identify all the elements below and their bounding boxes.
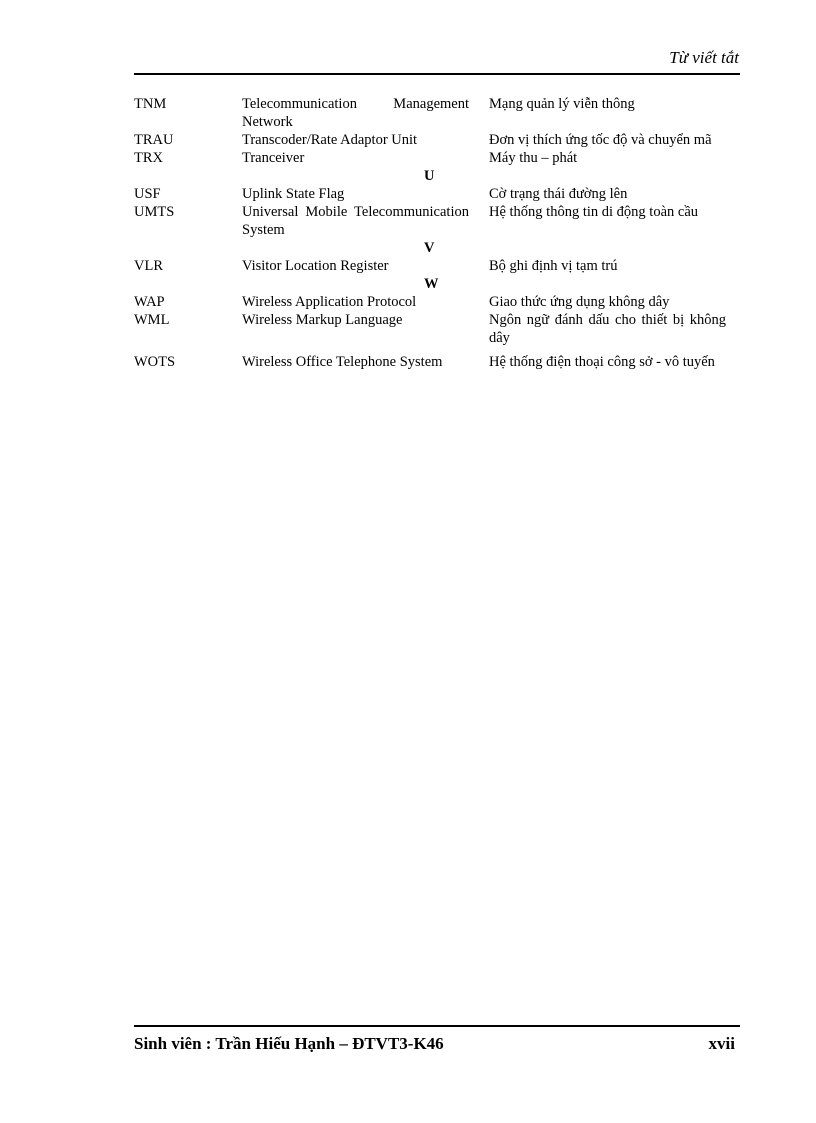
vietnamese-meaning: Ngôn ngữ đánh dấu cho thiết bị không dây: [489, 312, 726, 346]
abbreviation: TNM: [134, 96, 167, 112]
glossary-row-tnm: [134, 95, 740, 131]
vietnamese-meaning: Bộ ghi định vị tạm trú: [489, 258, 618, 274]
full-term: Wireless Markup Language: [242, 312, 403, 328]
abbreviation: TRAU: [134, 132, 174, 148]
section-letter: U: [424, 168, 435, 184]
glossary-row-vlr: [134, 257, 740, 275]
full-term: Wireless Application Protocol: [242, 294, 417, 310]
abbreviation: UMTS: [134, 204, 175, 220]
page-header-title: Từ viết tắt: [669, 48, 739, 67]
section-heading-w: [134, 275, 740, 293]
glossary-row-usf: [134, 185, 740, 203]
abbreviation: WML: [134, 312, 170, 328]
full-term: Universal Mobile Telecommunication System: [242, 204, 469, 238]
vietnamese-meaning: Đơn vị thích ứng tốc độ và chuyển mã: [489, 132, 712, 148]
section-letter: W: [424, 276, 439, 292]
full-term: Visitor Location Register: [242, 258, 389, 274]
glossary-row-wml: [134, 311, 740, 347]
glossary-row-trau: [134, 131, 740, 149]
abbreviation: VLR: [134, 258, 163, 274]
section-heading-v: [134, 239, 740, 257]
full-term: Uplink State Flag: [242, 186, 345, 202]
vietnamese-meaning: Giao thức ứng dụng không dây: [489, 294, 670, 310]
abbreviation-list: [134, 95, 740, 371]
footer-author: Sinh viên : Trần Hiếu Hạnh – ĐTVT3-K46: [134, 1034, 444, 1053]
abbreviation: WOTS: [134, 354, 176, 370]
glossary-row-wap: [134, 293, 740, 311]
vietnamese-meaning: Máy thu – phát: [489, 150, 578, 166]
vietnamese-meaning: Hệ thống điện thoại công sở - vô tuyến: [489, 354, 715, 370]
glossary-row-trx: [134, 149, 740, 167]
header-divider: [134, 73, 740, 75]
full-term: Tranceiver: [242, 150, 305, 166]
full-term: Transcoder/Rate Adaptor Unit: [242, 132, 418, 148]
section-letter: V: [424, 240, 435, 256]
abbreviation: TRX: [134, 150, 163, 166]
vietnamese-meaning: Cờ trạng thái đường lên: [489, 186, 628, 202]
section-heading-u: [134, 167, 740, 185]
glossary-row-umts: [134, 203, 740, 239]
page-number: xvii: [708, 1034, 735, 1053]
abbreviation: WAP: [134, 294, 165, 310]
vietnamese-meaning: Hệ thống thông tin di động toàn cầu: [489, 204, 699, 220]
glossary-row-wots: [134, 353, 740, 371]
full-term: Wireless Office Telephone System: [242, 354, 443, 370]
abbreviation: USF: [134, 186, 161, 202]
footer-divider: [134, 1025, 740, 1027]
vietnamese-meaning: Mạng quản lý viễn thông: [489, 96, 635, 112]
full-term: Telecommunication Management Network: [242, 96, 469, 130]
